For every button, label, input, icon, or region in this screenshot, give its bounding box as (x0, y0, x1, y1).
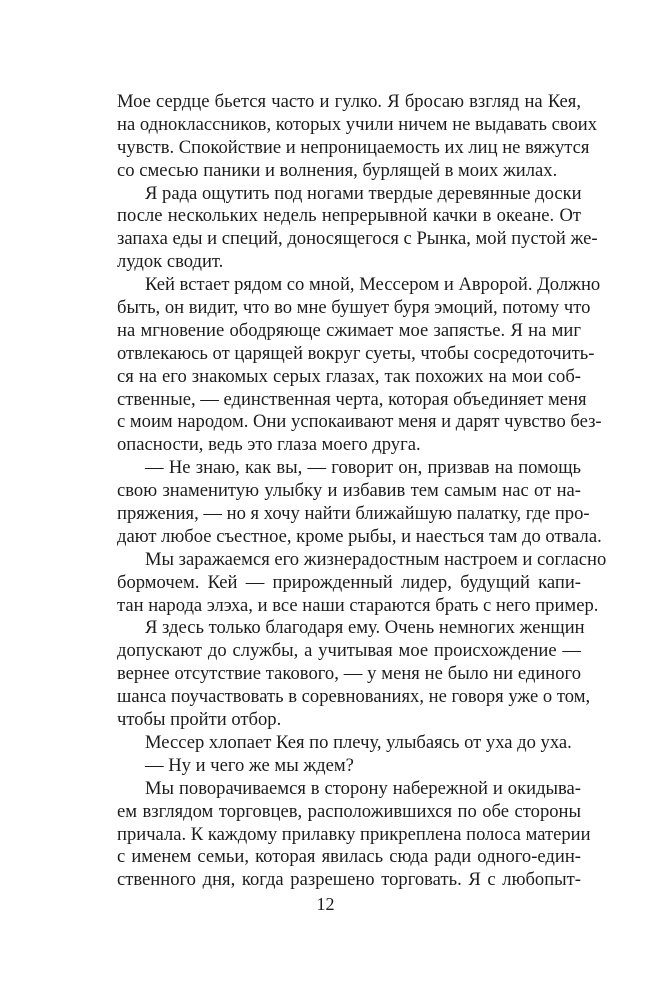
text-line: ственные, — единственная черта, которая объединяет меня (117, 388, 587, 410)
text-line: после нескольких недель непрерывной качки в океане. От (117, 205, 581, 227)
text-line: на одноклассников, которых учили ничем не выдавать своих (117, 113, 598, 135)
text-line: тан народа элэха, и все наши стараются брать с него пример. (117, 594, 599, 616)
text-line: шанса поучаствовать в соревнованиях, не говоря уже о том, (117, 686, 591, 708)
body-text (117, 91, 607, 892)
text-line: со смесью паники и волнения, бурлящей в моих жилах. (117, 159, 558, 181)
text-line: ся на его знакомых серых глазах, так похожих на мои соб- (117, 365, 581, 387)
text-line: Я здесь только благодаря ему. Очень немногих женщин (145, 617, 585, 639)
text-line: допускают до службы, а учитывая мое происхождение — (117, 640, 581, 662)
text-line: с моим народом. Они успокаивают меня и дарят чувство без- (117, 411, 602, 433)
text-line: Мое сердце бьется часто и гулко. Я бросаю взгляд на Кея, (117, 91, 581, 112)
text-line: пряжения, — но я хочу найти ближайшую палатку, где про- (117, 503, 590, 525)
text-line: Кей встает рядом со мной, Мессером и Авророй. Должно (145, 274, 601, 296)
text-line: с именем семьи, которая явилась сюда ради одного-един- (117, 846, 581, 868)
text-line: Мы заражаемся его жизнерадостным настроем и согласно (145, 548, 607, 570)
text-line: запаха еды и специй, доносящегося с Рынка, мой пустой же- (117, 228, 598, 250)
text-line: дают любое съестное, кроме рыбы, и наесться там до отвала. (117, 525, 602, 547)
text-line: отвлекаюсь от царящей вокруг суеты, чтобы сосредоточить- (117, 342, 595, 364)
text-line: лудок сводит. (117, 251, 224, 273)
text-line: ем взглядом торговцев, расположившихся по обе стороны (117, 800, 581, 822)
page-number: 12 (316, 894, 335, 914)
text-line: вернее отсутствие такового, — у меня не было ни единого (117, 663, 581, 685)
text-line: — Не знаю, как вы, — говорит он, призвав на помощь (145, 457, 581, 479)
text-line: Мы поворачиваемся в сторону набережной и окидыва- (145, 777, 581, 799)
text-line: Мессер хлопает Кея по плечу, улыбаясь от уха до уха. (145, 731, 572, 753)
text-line: бормочем. Кей — прирожденный лидер, будущий капи- (117, 571, 581, 593)
text-line: на мгновение ободряюще сжимает мое запястье. Я на миг (117, 319, 581, 341)
text-line: чувств. Спокойствие и непроницаемость их лиц не вяжутся (117, 136, 590, 158)
text-line: чтобы пройти отбор. (117, 709, 282, 731)
text-line: Я рада ощутить под ногами твердые деревянные доски (145, 182, 582, 204)
text-line: свою знаменитую улыбку и избавив тем самым нас от на- (117, 480, 581, 502)
text-line: опасности, ведь это глаза моего друга. (117, 434, 421, 456)
text-line: ственного дня, когда разрешено торговать. Я с любопыт- (117, 869, 581, 891)
text-line: — Ну и чего же мы ждем? (145, 754, 354, 776)
text-line: причала. К каждому прилавку прикреплена полоса материи (117, 823, 591, 845)
text-line: быть, он видит, что во мне бушует буря эмоций, потому что (117, 297, 591, 319)
